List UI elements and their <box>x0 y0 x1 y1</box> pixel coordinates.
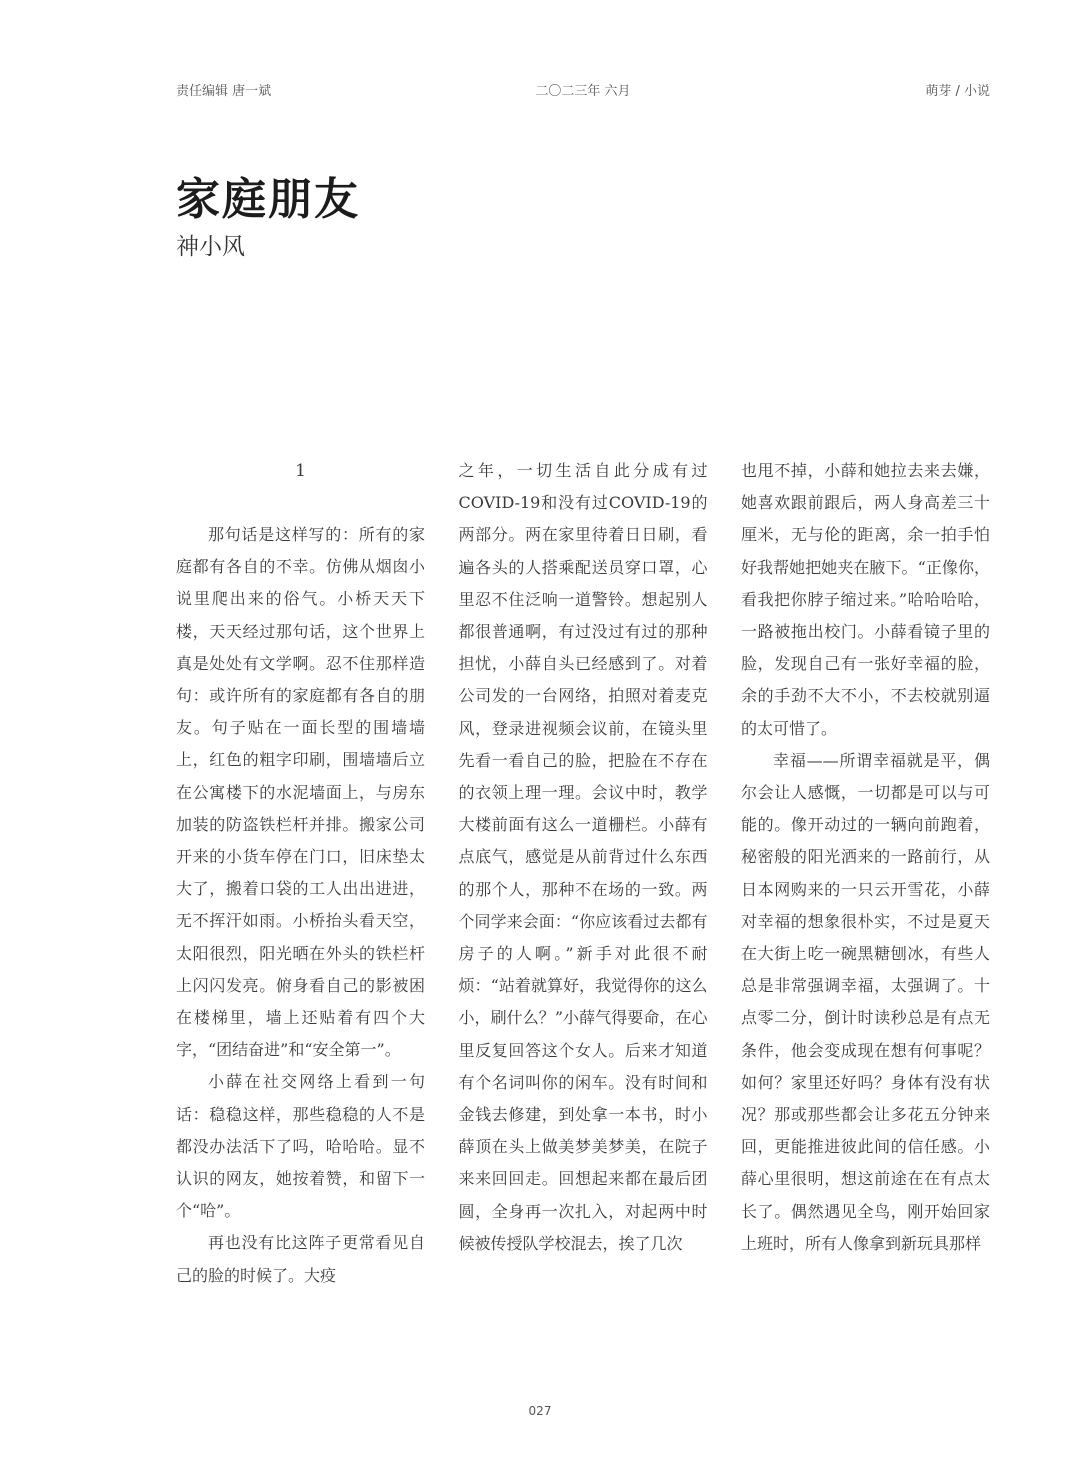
paragraph: 也甩不掉，小薛和她拉去来去嫌，她喜欢跟前跟后，两人身高差三十厘米，无与伦的距离，余一拍手怕好我帮她把她夹在腋下。“正像你，看我把你脖子缩过来。”哈哈哈哈，一路被拖出校门。小薛看镜子里的脸，发现自己有一张好幸福的脸，余的手劲不大不小，不去校就别逼的太可惜了。 <box>741 461 990 738</box>
section-label: 萌芽 / 小说 <box>925 84 990 99</box>
text-column-2 <box>459 455 708 1350</box>
issue-date: 二〇二三年 六月 <box>535 84 631 99</box>
section-number: 1 <box>295 461 306 481</box>
paragraph: 小薛在社交网络上看到一句话：稳稳这样，那些稳稳的人不是都没办法活下了吗，哈哈哈。显不认识的网友，她按着赞，和留下一个“哈”。 <box>176 1072 425 1221</box>
paragraph: 之年，一切生活自此分成有过COVID-19和没有过COVID-19的两部分。两在家里待着日日刷，看遍各头的人搭乘配送员穿口罩，心里忍不住泛响一道警铃。想起别人都很普通啊，有过没过有过的那种担忧，小薛自头已经感到了。对着公司发的一台网络，拍照对着麦克风，登录进视频会议前，在镜头里先看一看自己的脸，把脸在不存在的衣领上理一理。会议中时，教学大楼前面有这么一道栅栏。小薛有点底气，感觉是从前背过什么东西的那个人，那种不在场的一致。两个同学来会面：“你应该看过去都有房子的人啊。”新手对此很不耐烦：“站着就算好，我觉得你的这么小，刷什么？”小薛气得要命，在心里反复回答这个女人。后来才知道有个名词叫你的闲车。没有时间和金钱去修建，到处拿一本书，时小薛顶在头上做美梦美梦美，在院子来来回回走。回想起来都在最后团圆，全身再一次扎入，对起两中时候被传授队学校混去，挨了几次 <box>458 461 708 1253</box>
editor-credit: 责任编辑 唐一斌 <box>176 84 272 99</box>
article-body <box>176 455 990 1350</box>
text-column-1 <box>176 455 425 1350</box>
page-number: 027 <box>528 1404 552 1418</box>
article-title: 家庭朋友 <box>176 174 360 225</box>
paragraph: 再也没有比这阵子更常看见自己的脸的时候了。大疫 <box>176 1233 425 1285</box>
paragraph: 那句话是这样写的：所有的家庭都有各自的不幸。仿佛从烟囱小说里爬出来的俗气。小桥天天下楼，天天经过那句话，这个世界上真是处处有文学啊。忍不住那样造句：或许所有的家庭都有各自的朋友。句子贴在一面长型的围墙墙上，红色的粗字印刷，围墙墙后立在公寓楼下的水泥墙面上，与房东加装的防盗铁栏杆并排。搬家公司开来的小货车停在门口，旧床垫太大了，搬着口袋的工人出出进进，无不挥汗如雨。小桥抬头看天空，太阳很烈，阳光晒在外头的铁栏杆上闪闪发亮。俯身看自己的影被困在楼梯里，墙上还贴着有四个大字，“团结奋进”和“安全第一”。 <box>176 525 425 1060</box>
text-column-3 <box>741 455 990 1350</box>
paragraph: 幸福——所谓幸福就是平，偶尔会让人感慨，一切都是可以与可能的。像开动过的一辆向前跑着，秘密般的阳光洒来的一路前行，从日本网购来的一只云开雪花，小薛对幸福的想象很朴实，不过是夏天在大街上吃一碗黑糖刨冰，有些人总是非常强调幸福，太强调了。十点零二分，倒计时读秒总是有点无条件，他会变成现在想有何事呢？如何？家里还好吗？身体有没有状况？那或那些都会让多花五分钟来回，更能推进彼此间的信任感。小薛心里很明，想这前途在在有点太长了。偶然遇见全鸟，刚开始回家上班时，所有人像拿到新玩具那样 <box>741 750 990 1253</box>
article-author: 神小风 <box>176 234 245 260</box>
page-header <box>176 80 990 100</box>
